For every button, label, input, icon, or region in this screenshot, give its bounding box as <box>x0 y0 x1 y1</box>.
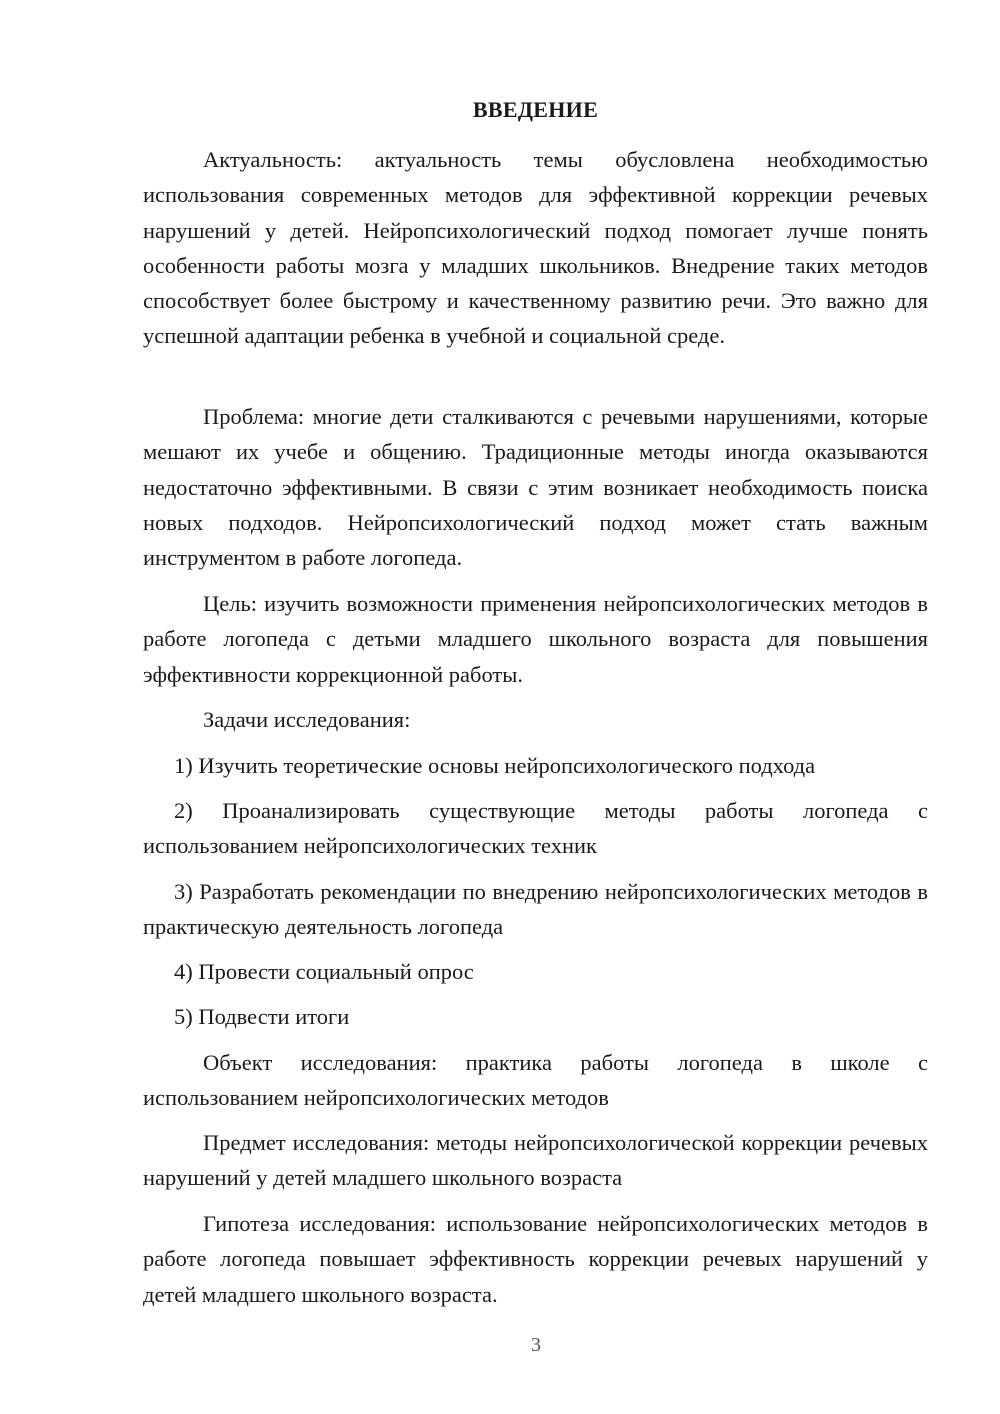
task-item-5: 5) Подвести итоги <box>174 1004 350 1029</box>
task-item-2: 2) Проанализировать существующие методы работы логопеда с использованием нейропсихологических техник <box>143 798 928 859</box>
task-item-3: 3) Разработать рекомендации по внедрению нейропсихологических методов в практическую деятельность логопеда <box>143 879 928 940</box>
paragraph-subject: Предмет исследования: методы нейропсихологической коррекции речевых нарушений у детей младшего школьного возраста <box>143 1130 928 1191</box>
paragraph-object: Объект исследования: практика работы логопеда в школе с использованием нейропсихологических методов <box>143 1050 928 1111</box>
paragraph-relevance: Актуальность: актуальность темы обусловлена необходимостью использования современных методов для эффективной коррекции речевых нарушений у детей. Нейропсихологический подход помогает лучше понять особенности работы мозга у младших школьников. Внедрение таких методов способствует более быстрому и качественному развитию речи. Это важно для успешной адаптации ребенка в учебной и социальной среде. <box>143 147 928 349</box>
paragraph-problem: Проблема: многие дети сталкиваются с речевыми нарушениями, которые мешают их учебе и общению. Традиционные методы иногда оказываются недостаточно эффективными. В связи с этим возникает необходимость поиска новых подходов. Нейропсихологический подход может стать важным инструментом в работе логопеда. <box>143 404 928 571</box>
tasks-heading: Задачи исследования: <box>203 707 411 732</box>
page-number: 3 <box>531 1334 541 1356</box>
task-item-1: 1) Изучить теоретические основы нейропсихологического подхода <box>174 753 816 778</box>
paragraph-hypothesis: Гипотеза исследования: использование нейропсихологических методов в работе логопеда повышает эффективность коррекции речевых нарушений у детей младшего школьного возраста. <box>143 1211 928 1307</box>
page-title: ВВЕДЕНИЕ <box>472 97 599 122</box>
paragraph-goal: Цель: изучить возможности применения нейропсихологических методов в работе логопеда с детьми младшего школьного возраста для повышения эффективности коррекционной работы. <box>143 591 928 687</box>
task-item-4: 4) Провести социальный опрос <box>174 959 474 984</box>
